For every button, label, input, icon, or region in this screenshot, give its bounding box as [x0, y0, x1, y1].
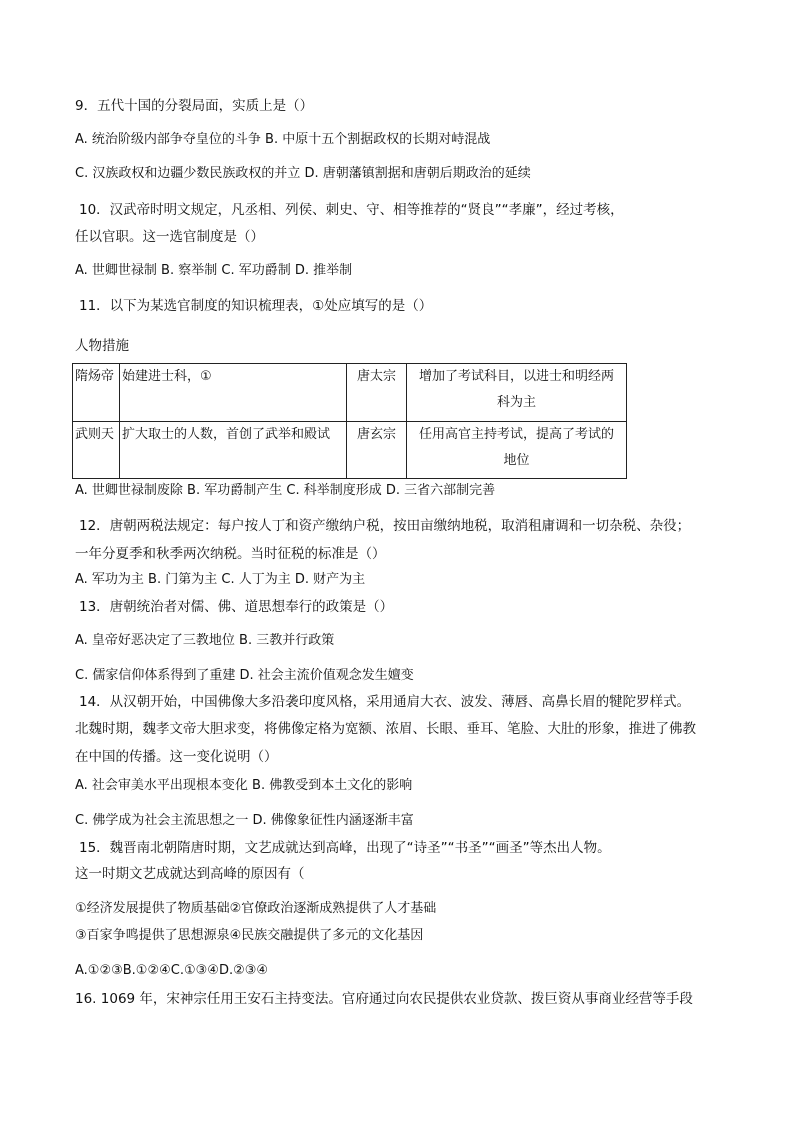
- table-cell-person: 唐玄宗: [347, 421, 407, 479]
- question-12-stem-line2: 一年分夏季和秋季两次纳税。当时征税的标准是（）: [75, 546, 386, 562]
- question-15-items-12: ①经济发展提供了物质基础②官僚政治逐渐成熟提供了人才基础: [75, 901, 437, 916]
- question-13-stem: 13．唐朝统治者对儒、佛、道思想奉行的政策是（）: [79, 599, 394, 615]
- question-14-options-ab: A. 社会审美水平出现根本变化 B. 佛教受到本土文化的影响: [75, 778, 413, 793]
- question-14-stem-line3: 在中国的传播。这一变化说明（）: [75, 749, 278, 765]
- question-15-items-34: ③百家争鸣提供了思想源泉④民族交融提供了多元的文化基因: [75, 928, 424, 943]
- question-10-stem-line2: 任以官职。这一选官制度是（）: [75, 229, 264, 245]
- question-14-stem-line2: 北魏时期，魏孝文帝大胆求变，将佛像定格为宽额、浓眉、长眼、垂耳、笔脸、大肚的形象，推进了佛教: [75, 721, 696, 737]
- question-13-options-cd: C. 儒家信仰体系得到了重建 D. 社会主流价值观念发生嬗变: [75, 668, 414, 683]
- table-row: [73, 421, 627, 479]
- measure-line: 增加了考试科目，以进士和明经两: [418, 369, 614, 384]
- question-12-stem-line1: 12．唐朝两税法规定：每户按人丁和资产缴纳户税，按田亩缴纳地税，取消租庸调和一切杂税、杂役；: [79, 518, 691, 534]
- question-10-options: A. 世卿世禄制 B. 察举制 C. 军功爵制 D. 推举制: [75, 263, 353, 278]
- question-9-options-cd: C. 汉族政权和边疆少数民族政权的并立 D. 唐朝藩镇割据和唐朝后期政治的延续: [75, 166, 531, 181]
- measure-line: 地位: [503, 452, 530, 468]
- question-13-options-ab: A. 皇帝好恶决定了三教地位 B. 三教并行政策: [75, 633, 335, 648]
- question-12-options: A. 军功为主 B. 门第为主 C. 人丁为主 D. 财产为主: [75, 572, 366, 587]
- table-cell-measure: 始建进士科，①: [120, 364, 347, 422]
- table-cell-measure: [407, 421, 627, 479]
- knowledge-table: [72, 363, 627, 479]
- question-11-stem: 11．以下为某选官制度的知识梳理表，①处应填写的是（）: [79, 298, 433, 314]
- question-15-options: A.①②③B.①②④C.①③④D.②③④: [75, 963, 269, 978]
- question-16-stem-line1: 16. 1069 年，宋神宗任用王安石主持变法。官府通过向农民提供农业贷款、拨巨资从事商业经营等手段: [75, 991, 693, 1007]
- question-14-options-cd: C. 佛学成为社会主流思想之一 D. 佛像象征性内涵逐渐丰富: [75, 813, 414, 828]
- question-11-options: A. 世卿世禄制废除 B. 军功爵制产生 C. 科举制度形成 D. 三省六部制完善: [75, 483, 496, 498]
- measure-line: 任用高官主持考试，提高了考试的: [418, 426, 614, 442]
- table-caption: 人物措施: [75, 338, 129, 354]
- question-9-options-ab: A. 统治阶级内部争夺皇位的斗争 B. 中原十五个割据政权的长期对峙混战: [75, 132, 491, 147]
- table-row: [73, 364, 627, 422]
- question-9-stem: 9．五代十国的分裂局面，实质上是（）: [75, 98, 314, 114]
- table-cell-person: 唐太宗: [347, 364, 407, 422]
- table-cell-person: 隋炀帝: [73, 364, 120, 422]
- measure-line: 科为主: [496, 395, 536, 410]
- table-cell-measure: [407, 364, 627, 422]
- question-15-stem-line1: 15．魏晋南北朝隋唐时期，文艺成就达到高峰，出现了“诗圣”“书圣”“画圣”等杰出人物。: [79, 840, 611, 856]
- table-cell-measure: 扩大取士的人数，首创了武举和殿试: [120, 421, 347, 479]
- question-10-stem-line1: 10．汉武帝时明文规定，凡丞相、列侯、刺史、守、相等推荐的“贤良”“孝廉”，经过考核，: [79, 202, 624, 218]
- question-15-stem-line2: 这一时期文艺成就达到高峰的原因有（: [75, 866, 305, 882]
- table-cell-person: 武则天: [73, 421, 120, 479]
- question-14-stem-line1: 14．从汉朝开始，中国佛像大多沿袭印度风格，采用通肩大衣、波发、薄唇、高鼻长眉的犍陀罗样式。: [79, 694, 691, 710]
